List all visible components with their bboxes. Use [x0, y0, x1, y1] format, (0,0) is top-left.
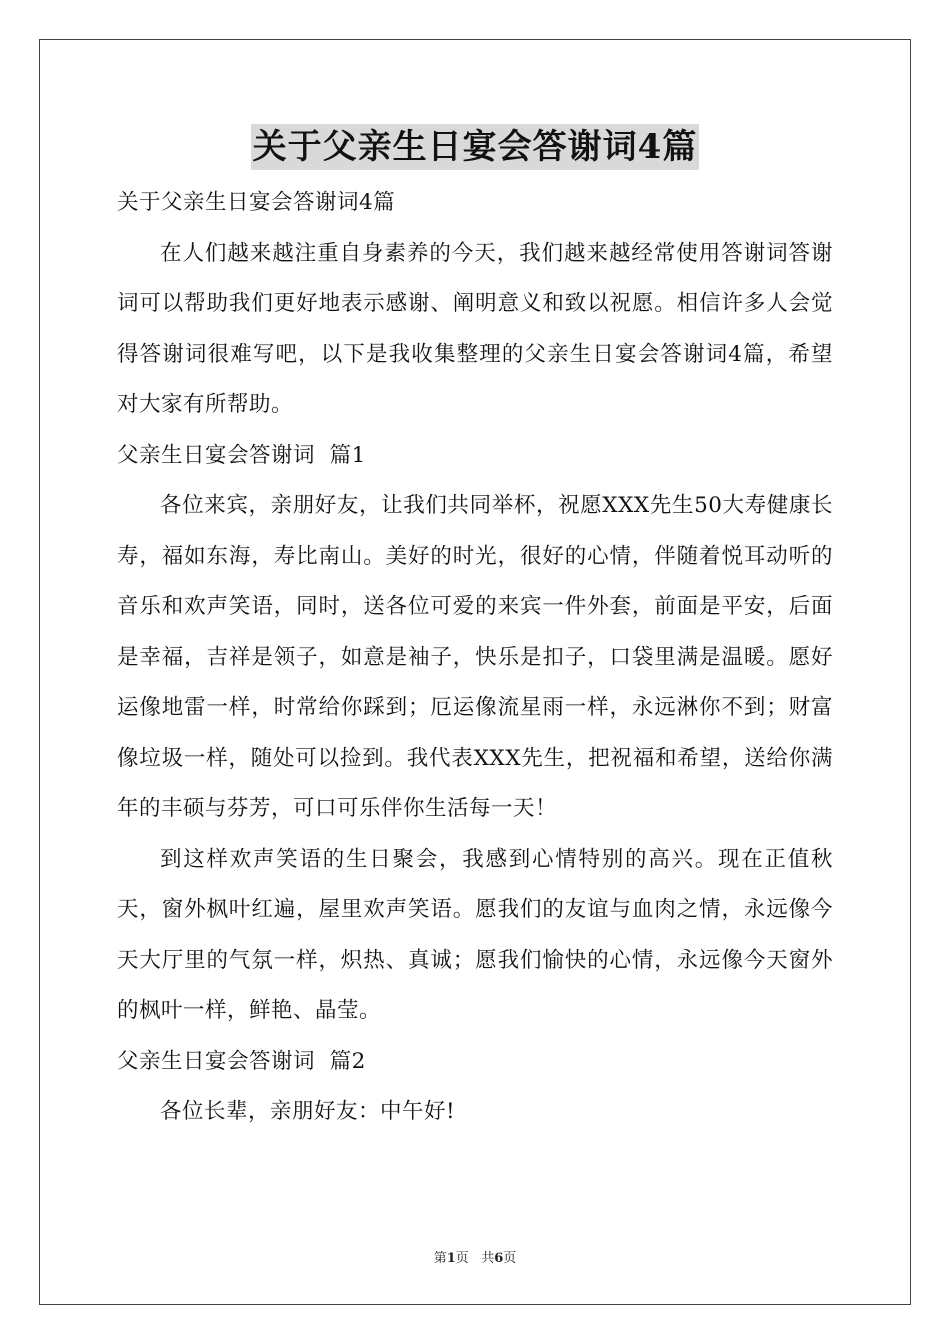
subtitle-line: 关于父亲生日宴会答谢词4篇 — [117, 190, 396, 215]
intro-paragraph: 在人们越来越注重自身素养的今天，我们越来越经常使用答谢词答谢词可以帮助我们更好地表示感谢、阐明意义和致以祝愿。相信许多人会觉得答谢词很难写吧，以下是我收集整理的父亲生日宴会答谢词4篇，希望对大家有所帮助。 — [117, 240, 833, 417]
section2-paragraph-1: 各位长辈，亲朋好友：中午好! — [160, 1099, 456, 1124]
section1-paragraph-1: 各位来宾，亲朋好友，让我们共同举杯，祝愿XXX先生50大寿健康长寿，福如东海，寿比南山。美好的时光，很好的心情，伴随着悦耳动听的音乐和欢声笑语，同时，送各位可爱的来宾一件外套，前面是平安，后面是幸福，吉祥是领子，如意是袖子，快乐是扣子，口袋里满是温暖。愿好运像地雷一样，时常给你踩到；厄运像流星雨一样，永远淋你不到；财富像垃圾一样，随处可以捡到。我代表XXX先生，把祝福和希望，送给你满年的丰硕与芬芳，可口可乐伴你生活每一天！ — [117, 493, 833, 821]
section-heading-2: 父亲生日宴会答谢词 篇2 — [117, 1048, 366, 1074]
section-heading-1: 父亲生日宴会答谢词 篇1 — [117, 442, 366, 468]
total-prefix: 共 — [481, 1251, 495, 1266]
page-footer — [0, 1247, 950, 1266]
document-body — [117, 178, 833, 1138]
page-suffix: 页 — [455, 1251, 469, 1266]
page-number: 1 — [446, 1251, 456, 1266]
section1-paragraph-2: 到这样欢声笑语的生日聚会，我感到心情特别的高兴。现在正值秋天，窗外枫叶红遍，屋里欢声笑语。愿我们的友谊与血肉之情，永远像今天大厅里的气氛一样，炽热、真诚；愿我们愉快的心情，永远像今天窗外的枫叶一样，鲜艳、晶莹。 — [117, 846, 833, 1023]
total-pages: 6 — [494, 1251, 504, 1266]
document-title: 关于父亲生日宴会答谢词4篇 — [251, 124, 700, 170]
page-prefix: 第 — [433, 1251, 447, 1266]
total-suffix: 页 — [503, 1251, 517, 1266]
title-container — [0, 124, 950, 170]
